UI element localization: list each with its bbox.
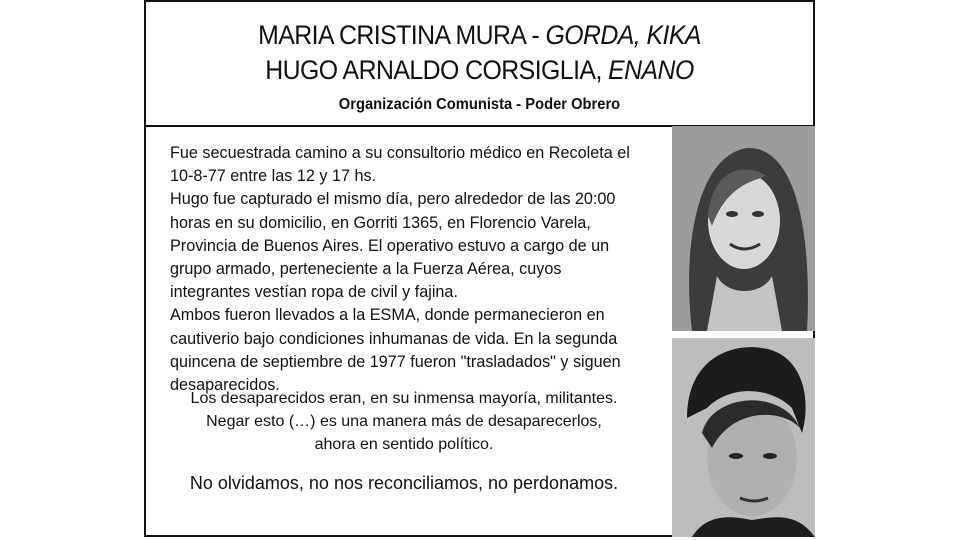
name-2: HUGO ARNALDO CORSIGLIA,	[265, 55, 609, 85]
name-line-1	[173, 20, 787, 51]
alias-1: GORDA, KIKA	[545, 20, 701, 50]
motto: No olvidamos, no nos reconciliamos, no perdonamos.	[189, 473, 619, 493]
portrait-woman-image	[672, 126, 815, 331]
alias-2: ENANO	[608, 55, 694, 85]
memorial-card	[144, 0, 815, 537]
quote-line-2: Negar esto (…) es una manera más de desaparecerlos,	[206, 413, 602, 431]
portrait-photo-woman	[672, 126, 815, 331]
name-line-2	[173, 55, 787, 86]
quote-line-1: Los desaparecidos eran, en su inmensa mayoría, militantes.	[190, 390, 618, 407]
name-1: MARIA CRISTINA MURA -	[258, 20, 546, 50]
portrait-man-image	[672, 338, 815, 537]
body-text	[170, 142, 638, 397]
quote	[170, 387, 638, 457]
paragraph-2: Hugo fue capturado el mismo día, pero alrededor de las 20:00 horas en su domicilio, en Gorriti 1365, en Florencio Varela, Provincia de Buenos Aires. El operativo estuvo a cargo de un grupo armado, perteneciente a la Fuerza Aérea, cuyos integrantes vestían ropa de civil y fajina.	[170, 190, 616, 302]
portrait-photo-man	[672, 338, 815, 537]
card-header	[146, 2, 813, 127]
quote-line-3: ahora en sentido político.	[314, 436, 494, 454]
paragraph-3: Ambos fueron llevados a la ESMA, donde permanecieron en cautiverio bajo condiciones inhumanas de vida. En la segunda quincena de septiembre de 1977 fueron "trasladados" y siguen desaparecidos.	[170, 306, 621, 395]
paragraph-1: Fue secuestrada camino a su consultorio médico en Recoleta el 10-8-77 entre las 12 y 17 hs.	[170, 144, 630, 186]
organization: Organización Comunista - Poder Obrero	[338, 96, 621, 113]
